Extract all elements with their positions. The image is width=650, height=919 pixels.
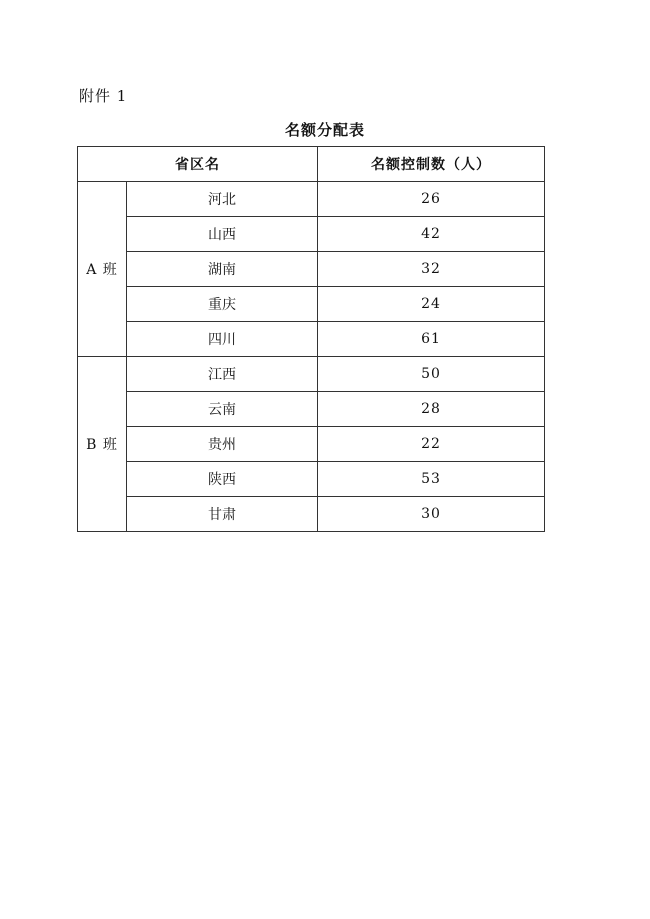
province-cell: 重庆	[127, 287, 318, 322]
province-cell: 甘肃	[127, 497, 318, 532]
table-title: 名额分配表	[284, 121, 365, 139]
table-row	[78, 392, 545, 427]
quota-cell: 61	[318, 322, 545, 357]
table-row	[78, 182, 545, 217]
table-row	[78, 357, 545, 392]
class-cell-b: B 班	[78, 357, 127, 532]
quota-cell: 28	[318, 392, 545, 427]
province-cell: 贵州	[127, 427, 318, 462]
header-row	[78, 147, 545, 182]
province-cell: 云南	[127, 392, 318, 427]
quota-cell: 24	[318, 287, 545, 322]
quota-cell: 53	[318, 462, 545, 497]
quota-cell: 30	[318, 497, 545, 532]
quota-cell: 22	[318, 427, 545, 462]
province-cell: 四川	[127, 322, 318, 357]
table-row	[78, 252, 545, 287]
province-cell: 陕西	[127, 462, 318, 497]
table-row	[78, 322, 545, 357]
province-cell: 河北	[127, 182, 318, 217]
quota-cell: 50	[318, 357, 545, 392]
table-row	[78, 497, 545, 532]
province-cell: 江西	[127, 357, 318, 392]
province-cell: 山西	[127, 217, 318, 252]
header-quota: 名额控制数（人）	[318, 147, 545, 182]
class-cell-a: A 班	[78, 182, 127, 357]
table-row	[78, 287, 545, 322]
province-cell: 湖南	[127, 252, 318, 287]
quota-table	[77, 146, 545, 532]
header-province: 省区名	[78, 147, 318, 182]
table-row	[78, 217, 545, 252]
quota-cell: 42	[318, 217, 545, 252]
table-row	[78, 462, 545, 497]
quota-cell: 26	[318, 182, 545, 217]
table-row	[78, 427, 545, 462]
attachment-label: 附件 1	[79, 87, 128, 105]
quota-cell: 32	[318, 252, 545, 287]
